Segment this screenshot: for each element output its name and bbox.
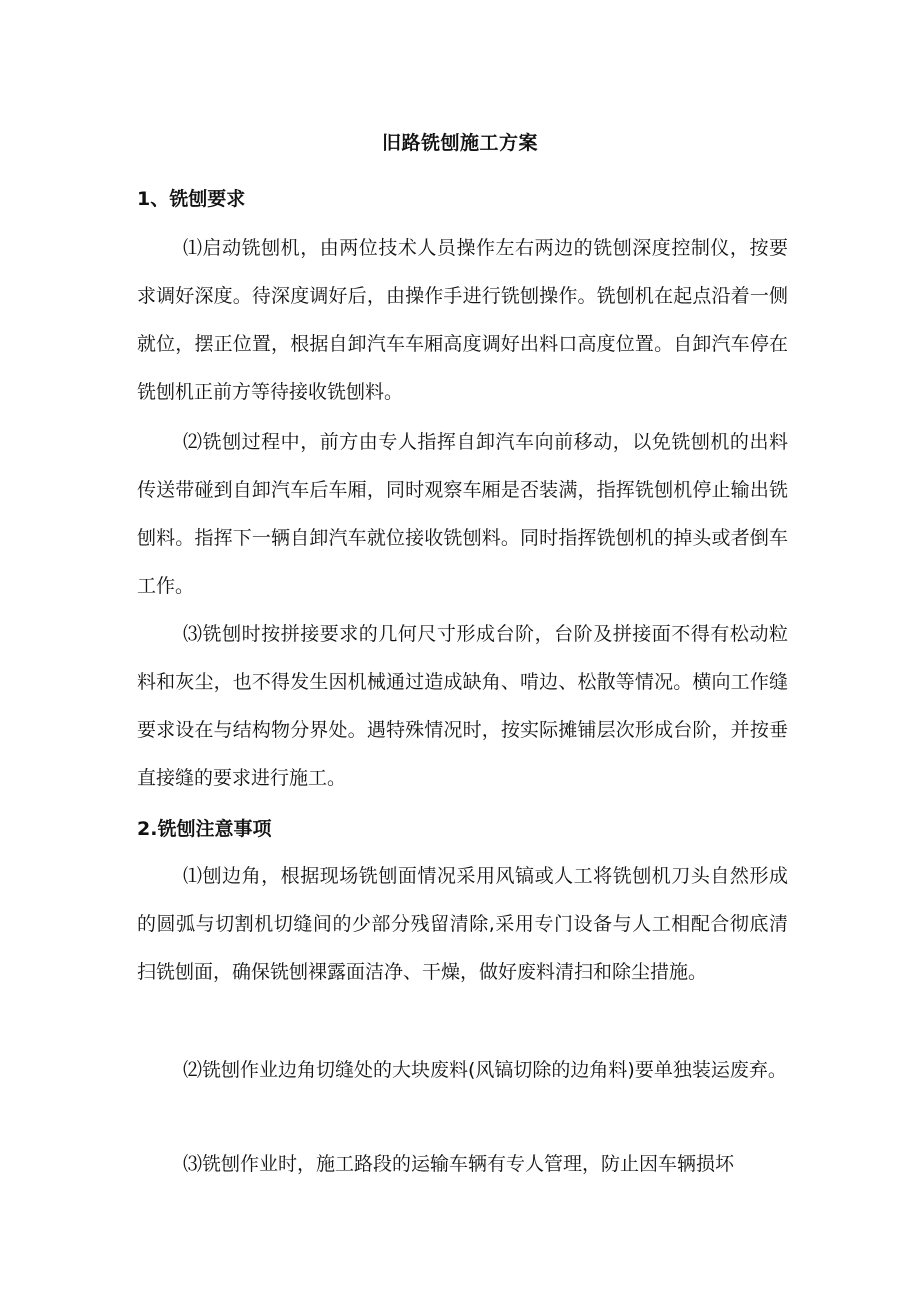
paragraph: ⑵铣刨过程中，前方由专人指挥自卸汽车向前移动，以免铣刨机的出料传送带碰到自卸汽车后车厢，同时观察车厢是否装满，指挥铣刨机停止输出铣刨料。指挥下一辆自卸汽车就位接收铣刨料。同时指挥铣刨机的掉头或者倒车工作。 (137, 431, 788, 597)
paragraph: ⑶铣刨作业时，施工路段的运输车辆有专人管理，防止因车辆损坏 (183, 1153, 735, 1175)
document-title: 旧路铣刨施工方案 (381, 132, 538, 154)
paragraph: ⑴启动铣刨机，由两位技术人员操作左右两边的铣刨深度控制仪，按要求调好深度。待深度调好后，由操作手进行铣刨操作。铣刨机在起点沿着一侧就位，摆正位置，根据自卸汽车车厢高度调好出料口高度位置。自卸汽车停在铣刨机正前方等待接收铣刨料。 (137, 237, 788, 403)
paragraph: ⑵铣刨作业边角切缝处的大块废料(风镐切除的边角料)要单独装运废弃。 (183, 1059, 787, 1081)
paragraph: ⑴刨边角，根据现场铣刨面情况采用风镐或人工将铣刨机刀头自然形成的圆弧与切割机切缝间的少部分残留清除,采用专门设备与人工相配合彻底清扫铣刨面，确保铣刨裸露面洁净、干燥，做好废料清扫和除尘措施。 (137, 865, 788, 983)
paragraph: ⑶铣刨时按拼接要求的几何尺寸形成台阶，台阶及拼接面不得有松动粒料和灰尘，也不得发生因机械通过造成缺角、啃边、松散等情况。横向工作缝要求设在与结构物分界处。遇特殊情况时，按实际摊铺层次形成台阶，并按垂直接缝的要求进行施工。 (137, 623, 788, 789)
section-heading-requirements: 1、铣刨要求 (137, 188, 246, 210)
section-heading-precautions: 2.铣刨注意事项 (137, 818, 272, 840)
